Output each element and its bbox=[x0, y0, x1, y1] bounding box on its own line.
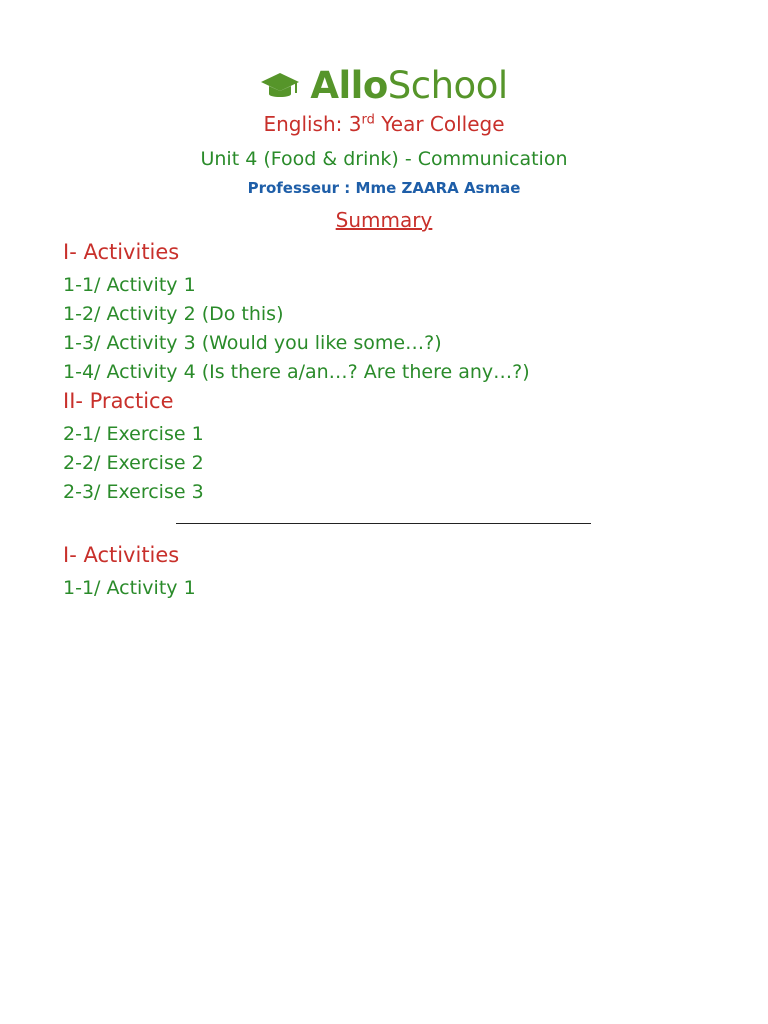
summary-heading: Summary bbox=[335, 208, 433, 232]
summary-item: 2-3/ Exercise 3 bbox=[63, 481, 204, 503]
summary-item: 1-1/ Activity 1 bbox=[63, 274, 196, 296]
subject-suffix: Year College bbox=[374, 112, 505, 136]
summary-item: 1-2/ Activity 2 (Do this) bbox=[63, 303, 284, 325]
summary-item: 2-1/ Exercise 1 bbox=[63, 423, 204, 445]
body-section-activities: I- Activities bbox=[63, 543, 180, 567]
professor-name: Professeur : Mme ZAARA Asmae bbox=[247, 179, 521, 197]
summary-item: 1-3/ Activity 3 (Would you like some…?) bbox=[63, 332, 442, 354]
summary-section-practice: II- Practice bbox=[63, 389, 174, 413]
unit-title: Unit 4 (Food & drink) - Communication bbox=[200, 148, 568, 170]
logo-text bbox=[310, 66, 507, 106]
subject-title bbox=[0, 112, 768, 136]
body-item: 1-1/ Activity 1 bbox=[63, 577, 196, 599]
summary-item: 1-4/ Activity 4 (Is there a/an…? Are there any…?) bbox=[63, 361, 530, 383]
divider-line bbox=[176, 523, 591, 524]
graduation-cap-icon bbox=[260, 69, 300, 103]
subject-prefix: English: 3 bbox=[263, 112, 362, 136]
summary-section-activities: I- Activities bbox=[63, 240, 180, 264]
alloschool-logo bbox=[0, 66, 768, 106]
logo-text-bold: Allo bbox=[310, 64, 388, 107]
subject-superscript: rd bbox=[361, 112, 375, 128]
logo-text-rest: School bbox=[387, 64, 508, 107]
summary-item: 2-2/ Exercise 2 bbox=[63, 452, 204, 474]
